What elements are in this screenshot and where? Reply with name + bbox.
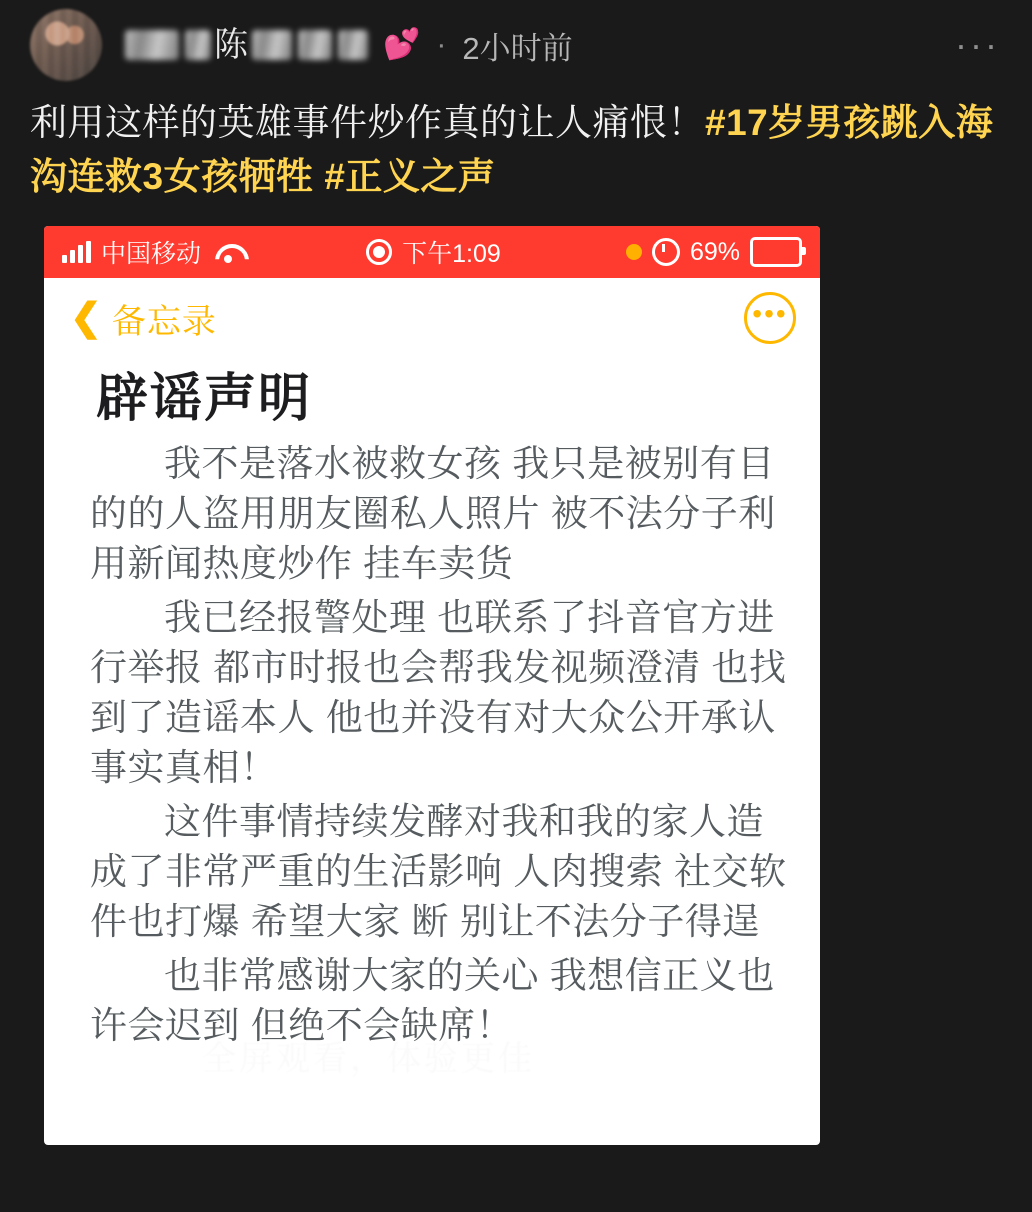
battery-icon — [750, 237, 802, 267]
hashtag-2[interactable]: #正义之声 — [324, 156, 496, 197]
alarm-icon — [652, 238, 680, 266]
status-bar-center — [366, 234, 501, 270]
post-header — [0, 0, 1032, 78]
avatar[interactable] — [30, 9, 102, 81]
back-chevron-icon[interactable]: ❮ — [70, 297, 102, 339]
note-paragraph: 也非常感谢大家的关心 我想信正义也许会迟到 但绝不会缺席！ — [90, 955, 775, 1046]
note-paragraph: 我不是落水被救女孩 我只是被别有目的的人盗用朋友圈私人照片 被不法分子利用新闻热度炒作 挂车卖货 — [90, 443, 776, 584]
phone-status-bar — [44, 226, 820, 278]
wifi-icon — [215, 242, 241, 262]
hashtag-1[interactable]: #17岁男孩跳入海沟连救3女孩牺牲 — [30, 102, 994, 197]
post-timestamp: 2小时前 — [462, 30, 573, 66]
post-text-plain: 利用这样的英雄事件炒作真的让人痛恨！ — [30, 102, 705, 143]
post-text — [0, 78, 1032, 216]
status-bar-time: 下午1:09 — [402, 240, 501, 268]
battery-percent-label: 69% — [689, 237, 740, 266]
note-body — [44, 439, 820, 1051]
notes-nav-bar — [44, 278, 820, 348]
author-name-text: 陈 — [214, 26, 249, 64]
more-options-icon[interactable]: ··· — [955, 24, 1000, 65]
watermark-text: 全屏观看，体验更佳 — [202, 1040, 535, 1078]
notes-back-label[interactable]: 备忘录 — [111, 302, 217, 341]
recording-dot-icon — [626, 244, 642, 260]
heart-icon: 💕 — [383, 28, 421, 61]
meta-separator: · — [436, 28, 447, 61]
name-redaction-block — [338, 30, 368, 60]
hashtag-spacer — [314, 156, 325, 197]
note-title: 辟谣声明 — [96, 370, 313, 428]
note-paragraph: 我已经报警处理 也联系了抖音官方进行举报 都市时报也会帮我发视频澄清 也找到了造谣本人 他也并没有对大众公开承认事实真相！ — [90, 597, 787, 788]
name-redaction-block — [298, 30, 332, 60]
embedded-screenshot[interactable] — [44, 226, 820, 1145]
note-paragraph: 这件事情持续发酵对我和我的家人造成了非常严重的生活影响 人肉搜索 社交软件也打爆 希望大家 断 别让不法分子得逞 — [90, 801, 787, 942]
location-icon — [366, 239, 392, 265]
name-redaction-block — [252, 30, 292, 60]
name-redaction-block — [185, 30, 211, 60]
notes-more-icon[interactable]: ••• — [744, 292, 796, 344]
status-bar-left — [62, 234, 241, 270]
carrier-label: 中国移动 — [101, 240, 202, 268]
signal-bars-icon — [62, 241, 91, 263]
status-bar-right — [626, 237, 802, 267]
author-name[interactable] — [122, 25, 420, 65]
note-bottom-space — [44, 1055, 820, 1145]
name-redaction-block — [125, 30, 179, 60]
